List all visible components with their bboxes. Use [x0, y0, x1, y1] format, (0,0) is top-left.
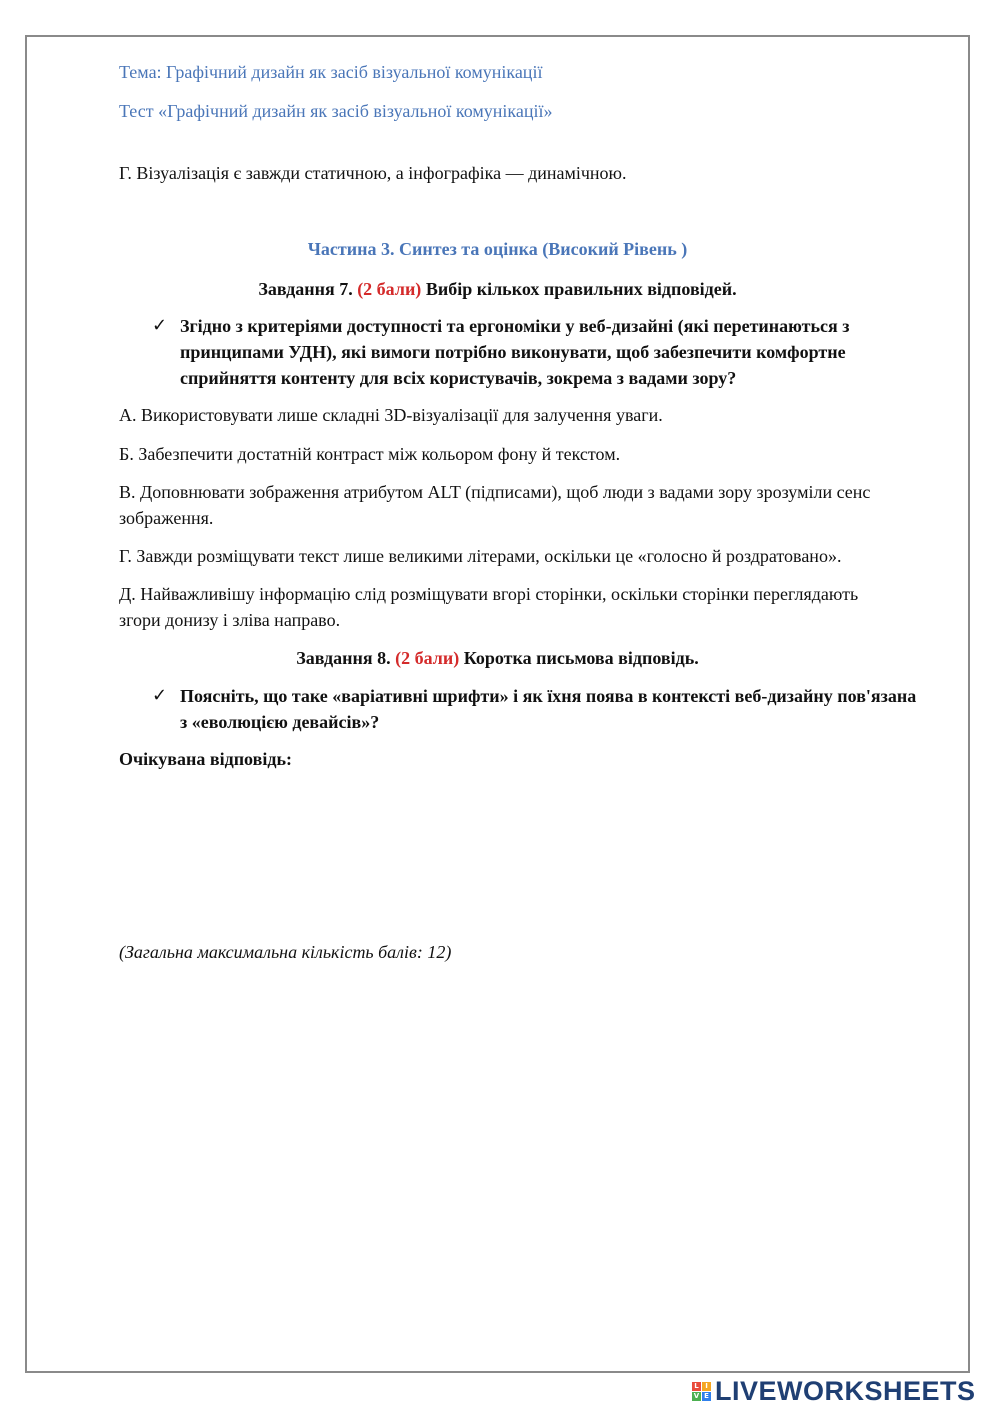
- task7-question: Згідно з критеріями доступності та ергономіки у веб-дизайні (які перетинаються з принципами УДН), які вимоги потрібно виконувати, щоб забезпечити комфортне сприйняття контенту для всіх користувачів, зокрема з вадами зору?: [180, 316, 850, 388]
- logo-letter-v: V: [693, 1391, 700, 1400]
- test-title: Тест «Графічний дизайн як засіб візуальної комунікації»: [119, 101, 553, 121]
- expected-answer-label: Очікувана відповідь:: [119, 749, 292, 769]
- liveworksheets-logo-icon: [692, 1382, 711, 1401]
- previous-option-g: Г. Візуалізація є завжди статичною, а інфографіка — динамічною.: [119, 163, 627, 183]
- task8-question: Поясніть, що таке «варіативні шрифти» і як їхня поява в контексті веб-дизайну пов'язана з «еволюцією девайсів»?: [180, 686, 917, 732]
- logo-letter-l: L: [692, 1382, 701, 1391]
- task7-type: Вибір кількох правильних відповідей.: [425, 279, 737, 299]
- logo-letter-i: I: [702, 1382, 711, 1391]
- task8-points: (2 бали): [395, 648, 460, 668]
- part3-title: Частина 3. Синтез та оцінка (Високий Рівень ): [307, 239, 688, 259]
- total-points: (Загальна максимальна кількість балів: 12): [119, 942, 452, 962]
- task7-option-d: Д. Найважливішу інформацію слід розміщувати вгорі сторінки, оскільки сторінки переглядають згори донизу і зліва направо.: [119, 584, 859, 630]
- task7-option-g: Г. Завжди розміщувати текст лише великими літерами, оскільки це «голосно й роздратовано».: [119, 546, 842, 566]
- liveworksheets-logo-text: LIVEWORKSHEETS: [715, 1375, 976, 1406]
- liveworksheets-logo: [692, 1376, 992, 1406]
- task7-points: (2 бали): [357, 279, 422, 299]
- logo-letter-e: E: [702, 1392, 711, 1401]
- task7-question-block: [152, 313, 922, 391]
- task7-option-v: В. Доповнювати зображення атрибутом ALT (підписами), щоб люди з вадами зору зрозуміли сенс зображення.: [119, 482, 871, 528]
- checkmark-icon: ✓: [152, 315, 168, 336]
- task7-option-a: А. Використовувати лише складні 3D-візуалізації для залучення уваги.: [119, 405, 663, 425]
- checkmark-icon: ✓: [152, 685, 168, 706]
- task8-heading: [25, 645, 970, 671]
- task7-option-b: Б. Забезпечити достатній контраст між кольором фону й текстом.: [119, 444, 621, 464]
- topic-header: Тема: Графічний дизайн як засіб візуальної комунікації: [119, 62, 543, 82]
- task7-heading: [25, 276, 970, 302]
- task8-label: Завдання 8.: [296, 648, 391, 668]
- task7-label: Завдання 7.: [258, 279, 353, 299]
- task8-question-block: [152, 683, 922, 735]
- task8-type: Коротка письмова відповідь.: [463, 648, 699, 668]
